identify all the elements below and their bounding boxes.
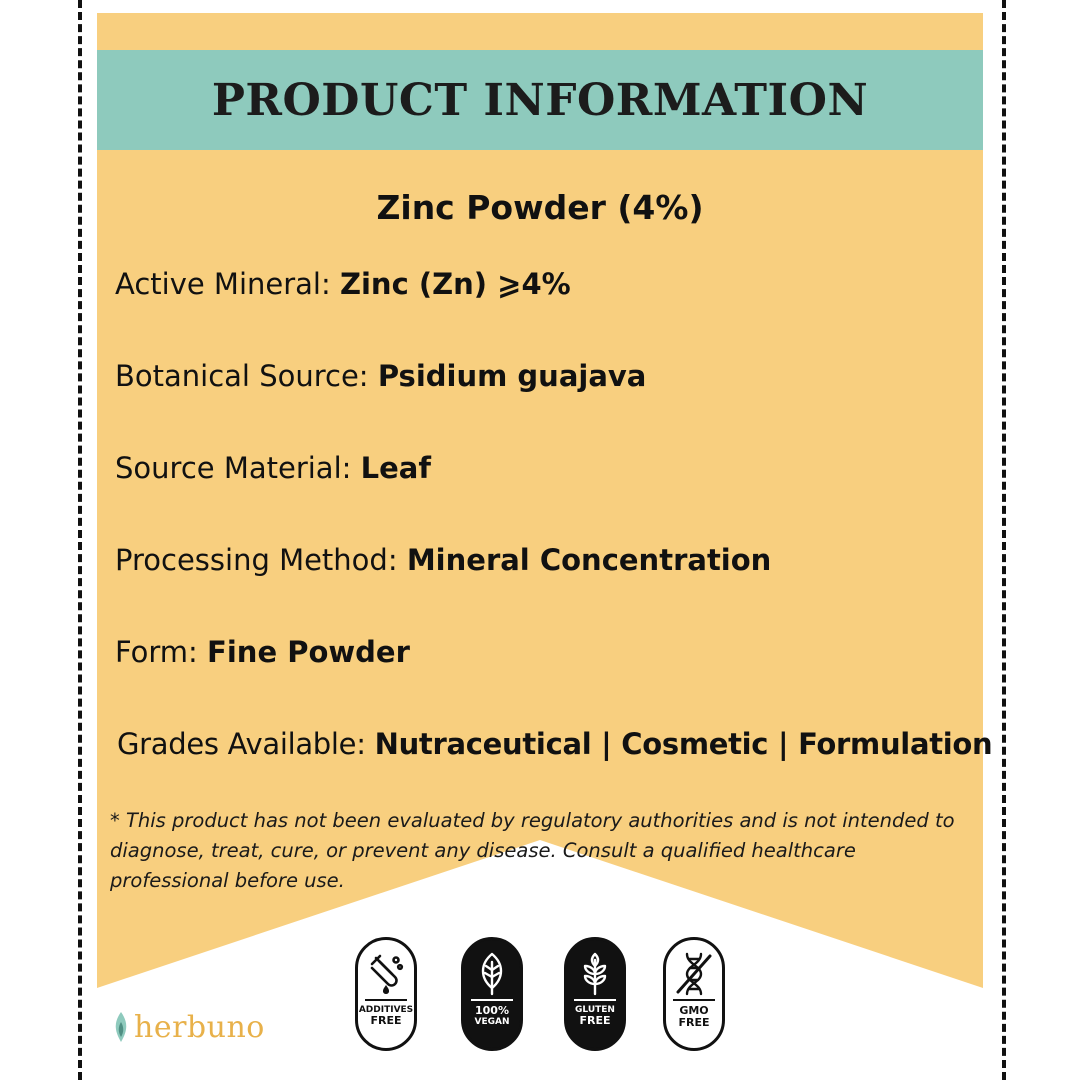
spec-value: Nutraceutical | Cosmetic | Formulation (374, 727, 993, 761)
spec-grades-available (117, 722, 993, 814)
spec-value: Leaf (360, 451, 431, 485)
spec-value: Psidium guajava (377, 359, 647, 393)
badge-line-2: FREE (678, 1016, 710, 1029)
spec-processing-method (115, 538, 985, 630)
spec-label: Botanical Source: (115, 359, 378, 393)
badge-gmo-free (663, 937, 725, 1051)
spec-label: Processing Method: (115, 543, 407, 577)
badge-line-2: VEGAN (474, 1017, 510, 1027)
badge-divider (365, 999, 407, 1001)
spec-source-material (115, 446, 985, 538)
badge-divider (673, 999, 715, 1001)
test-tube-icon (366, 950, 406, 996)
header-banner (97, 50, 983, 150)
badge-line-1: ADDITIVES (358, 1005, 414, 1015)
certification-badges (0, 937, 1080, 1057)
dna-crossed-icon (674, 950, 714, 996)
badge-line-1: GLUTEN (575, 1005, 615, 1015)
badge-divider (574, 999, 616, 1001)
brand-name: herbuno (134, 1009, 265, 1045)
badge-line-1: GMO (679, 1004, 709, 1017)
spec-botanical-source (115, 354, 985, 446)
product-name: Zinc Powder (4%) (376, 188, 704, 227)
disclaimer-text: * This product has not been evaluated by regulatory authorities and is not intended to diagnose, treat, cure, or prevent any disease. Consult a qualified healthcare professional before use. (110, 809, 955, 892)
badge-gluten-free (564, 937, 626, 1051)
spec-label: Form: (115, 635, 208, 669)
spec-label: Source Material: (115, 451, 361, 485)
spec-active-mineral (115, 262, 985, 354)
badge-divider (471, 999, 513, 1001)
spec-label: Grades Available: (117, 727, 375, 761)
badge-line-2: FREE (579, 1014, 611, 1027)
badge-line-1: 100% (475, 1004, 509, 1017)
spec-value: Zinc (Zn) ⩾4% (339, 267, 571, 301)
spec-value: Mineral Concentration (406, 543, 772, 577)
badge-additives-free (355, 937, 417, 1051)
wheat-icon (575, 950, 615, 996)
spec-value: Fine Powder (207, 635, 410, 669)
badge-vegan (461, 937, 523, 1051)
spec-label: Active Mineral: (115, 267, 340, 301)
spec-list (115, 262, 993, 814)
spec-form (115, 630, 985, 722)
page-title: PRODUCT INFORMATION (211, 74, 869, 126)
badge-line-2: FREE (370, 1014, 402, 1027)
leaf-icon (472, 950, 512, 996)
